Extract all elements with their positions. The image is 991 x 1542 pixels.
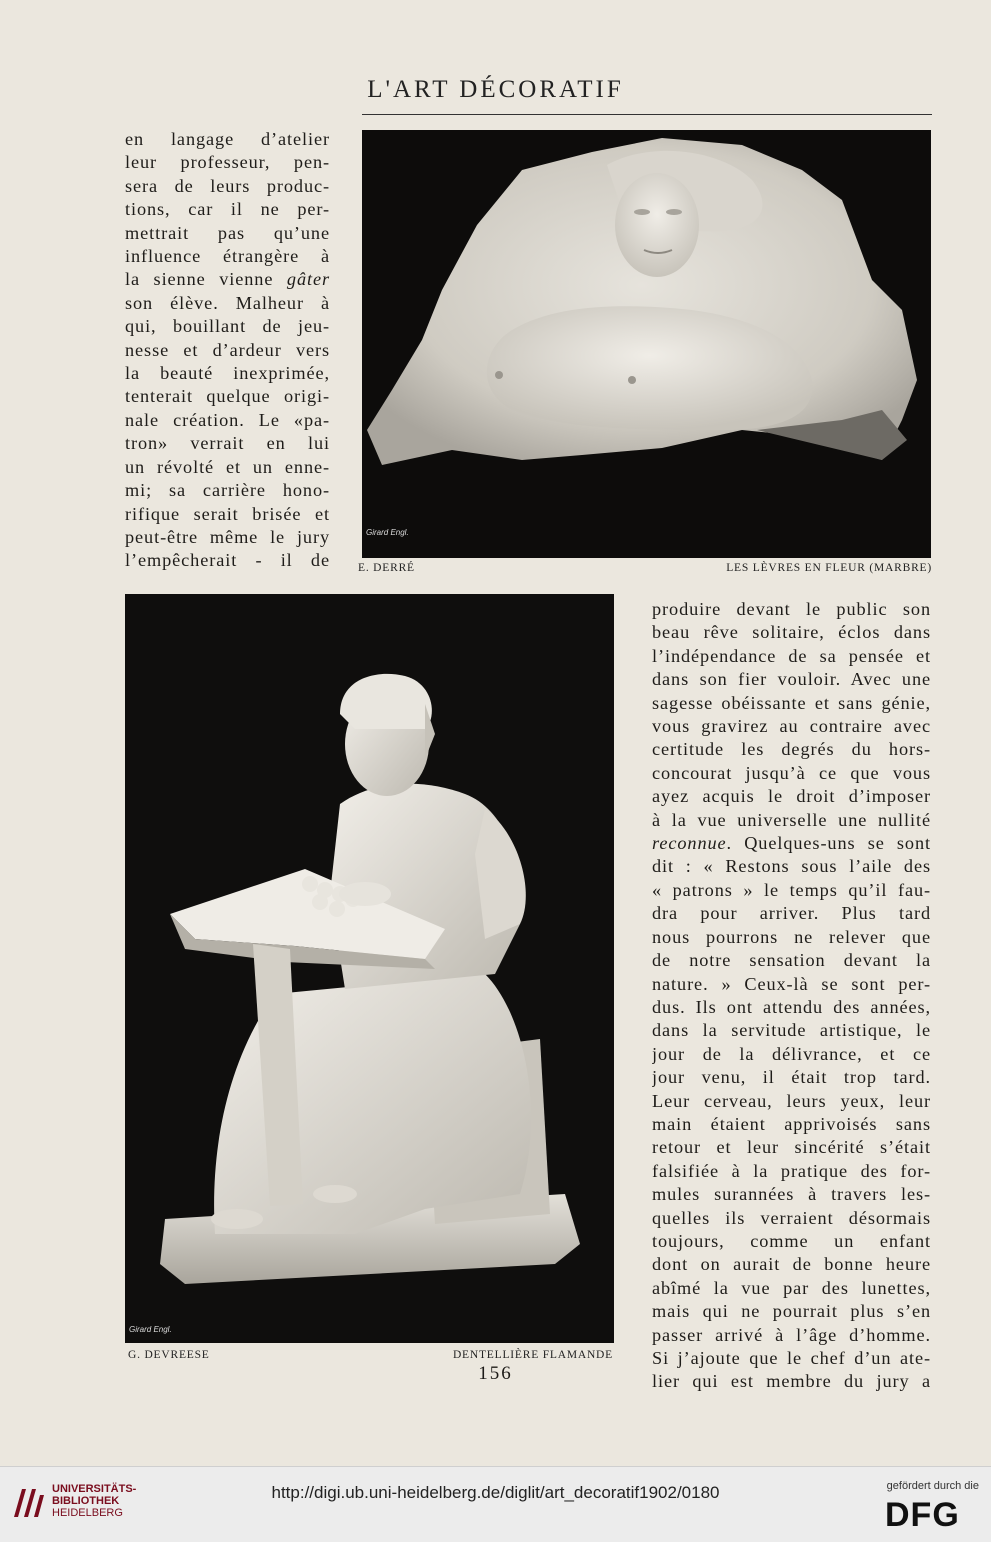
- text-line: abîmé la vue par des lunettes,: [652, 1277, 931, 1298]
- text-line: tions, car il ne per-: [125, 199, 330, 220]
- text-line: concourat jusqu’à ce que vous: [652, 762, 931, 783]
- running-title: L'ART DÉCORATIF: [367, 76, 624, 103]
- text-line: peut-être même le jury: [125, 526, 330, 547]
- text-line: la beauté inexprimée,: [125, 363, 330, 384]
- engraver-mark-bottom: Girard Engl.: [129, 1325, 172, 1334]
- text-line: mettrait pas qu’une: [125, 222, 330, 243]
- text-line: de notre sensation devant la: [652, 950, 931, 971]
- text-line: leur professeur, pen-: [125, 152, 330, 173]
- text-line: dont on aurait de bonne heure: [652, 1254, 931, 1275]
- text-line: produire devant le public son: [652, 599, 931, 619]
- text-line: falsifiée à la pratique des for-: [652, 1160, 931, 1181]
- text-line: rifique serait brisée et: [125, 503, 330, 524]
- text-line: en langage d’atelier: [125, 129, 330, 149]
- text-line: sera de leurs produc-: [125, 175, 330, 196]
- text-line: Si j’ajoute que le chef d’un ate-: [652, 1348, 931, 1368]
- text-line: tenterait quelque origi-: [125, 386, 330, 407]
- text-line: dans la servitude artistique, le: [652, 1020, 931, 1041]
- text-line: mais qui ne pourrait plus s’en: [652, 1301, 931, 1322]
- text-line: l’indépendance de sa pensée et: [652, 645, 931, 666]
- text-line: la sienne vienne gâter: [125, 269, 330, 290]
- text-line: dus. Ils ont attendu des années,: [652, 996, 931, 1017]
- text-line: ayez acquis le droit d’imposer: [652, 786, 931, 807]
- caption-title-bottom: DENTELLIÈRE FLAMANDE: [452, 1349, 613, 1361]
- caption-artist-top: E. DERRÉ: [358, 562, 415, 574]
- text-line: lier qui est membre du jury a: [652, 1371, 931, 1392]
- photo-les-levres-en-fleur: [362, 130, 931, 558]
- text-line: qui, bouillant de jeu-: [125, 316, 330, 337]
- text-line: sagesse obéissante et sans génie,: [652, 692, 931, 713]
- text-line: toujours, comme un enfant: [652, 1230, 931, 1251]
- page-number: 156: [478, 1363, 513, 1384]
- text-line: nale création. Le «pa-: [125, 409, 330, 430]
- text-line: reconnue. Quelques-uns se sont: [652, 833, 931, 854]
- source-url-link[interactable]: http://digi.ub.uni-heidelberg.de/diglit/art_decoratif1902/0180: [271, 1483, 720, 1502]
- text-line: beau rêve solitaire, éclos dans: [652, 622, 931, 643]
- text-line: l’empêcherait - il de: [125, 550, 330, 571]
- library-name-line-1: UNIVERSITÄTS-: [52, 1483, 137, 1495]
- text-line: quelles ils verraient désormais: [652, 1207, 931, 1228]
- dfg-logo: DFG: [885, 1496, 960, 1534]
- marble-relief-image: [362, 130, 931, 558]
- text-line: main étaient apprivoisés sans: [652, 1113, 931, 1134]
- text-line: certitude les degrés du hors-: [652, 739, 931, 760]
- text-line: retour et leur sincérité s’était: [652, 1137, 931, 1158]
- funding-note: gefördert durch die: [886, 1480, 979, 1492]
- text-line: à la vue universelle une nullité: [652, 809, 931, 830]
- photo-dentelliere-flamande: [125, 594, 614, 1343]
- text-line: vous gravirez au contraire avec: [652, 716, 931, 737]
- text-line: mules surannées à travers les-: [652, 1184, 931, 1205]
- text-line: jour venu, il était trop tard.: [652, 1067, 931, 1088]
- text-line: jour de la délivrance, et ce: [652, 1043, 931, 1064]
- text-line: un révolté et un enne-: [125, 456, 330, 477]
- text-column-right: [652, 598, 931, 1394]
- text-line: dit : « Restons sous l’aile des: [652, 856, 931, 877]
- text-line: tron» verrait en lui: [125, 433, 330, 454]
- text-line: « patrons » le temps qu’il fau-: [652, 879, 931, 900]
- engraver-mark-top: Girard Engl.: [366, 528, 409, 537]
- caption-artist-bottom: G. DEVREESE: [128, 1349, 210, 1361]
- text-line: Leur cerveau, leurs yeux, leur: [652, 1090, 931, 1111]
- text-line: nous pourrons ne relever que: [652, 926, 931, 947]
- text-line: nature. » Ceux-là se sont per-: [652, 973, 931, 994]
- text-line: son élève. Malheur à: [125, 292, 330, 313]
- text-line: mi; sa carrière hono-: [125, 480, 330, 501]
- lacemaker-sculpture-image: [125, 594, 614, 1343]
- text-line: dra pour arriver. Plus tard: [652, 903, 931, 924]
- library-name-line-2: BIBLIOTHEK: [52, 1495, 120, 1507]
- text-line: nesse et d’ardeur vers: [125, 339, 330, 360]
- text-line: dans son fier vouloir. Avec une: [652, 669, 931, 690]
- text-line: passer arrivé à l’âge d’homme.: [652, 1324, 931, 1345]
- text-column-left: [125, 128, 330, 573]
- library-name-line-3: HEIDELBERG: [52, 1507, 123, 1519]
- caption-title-top: LES LÈVRES EN FLEUR (MARBRE): [726, 562, 932, 574]
- footer-bar: [0, 1466, 991, 1542]
- text-line: influence étrangère à: [125, 246, 330, 267]
- title-rule: [362, 114, 932, 115]
